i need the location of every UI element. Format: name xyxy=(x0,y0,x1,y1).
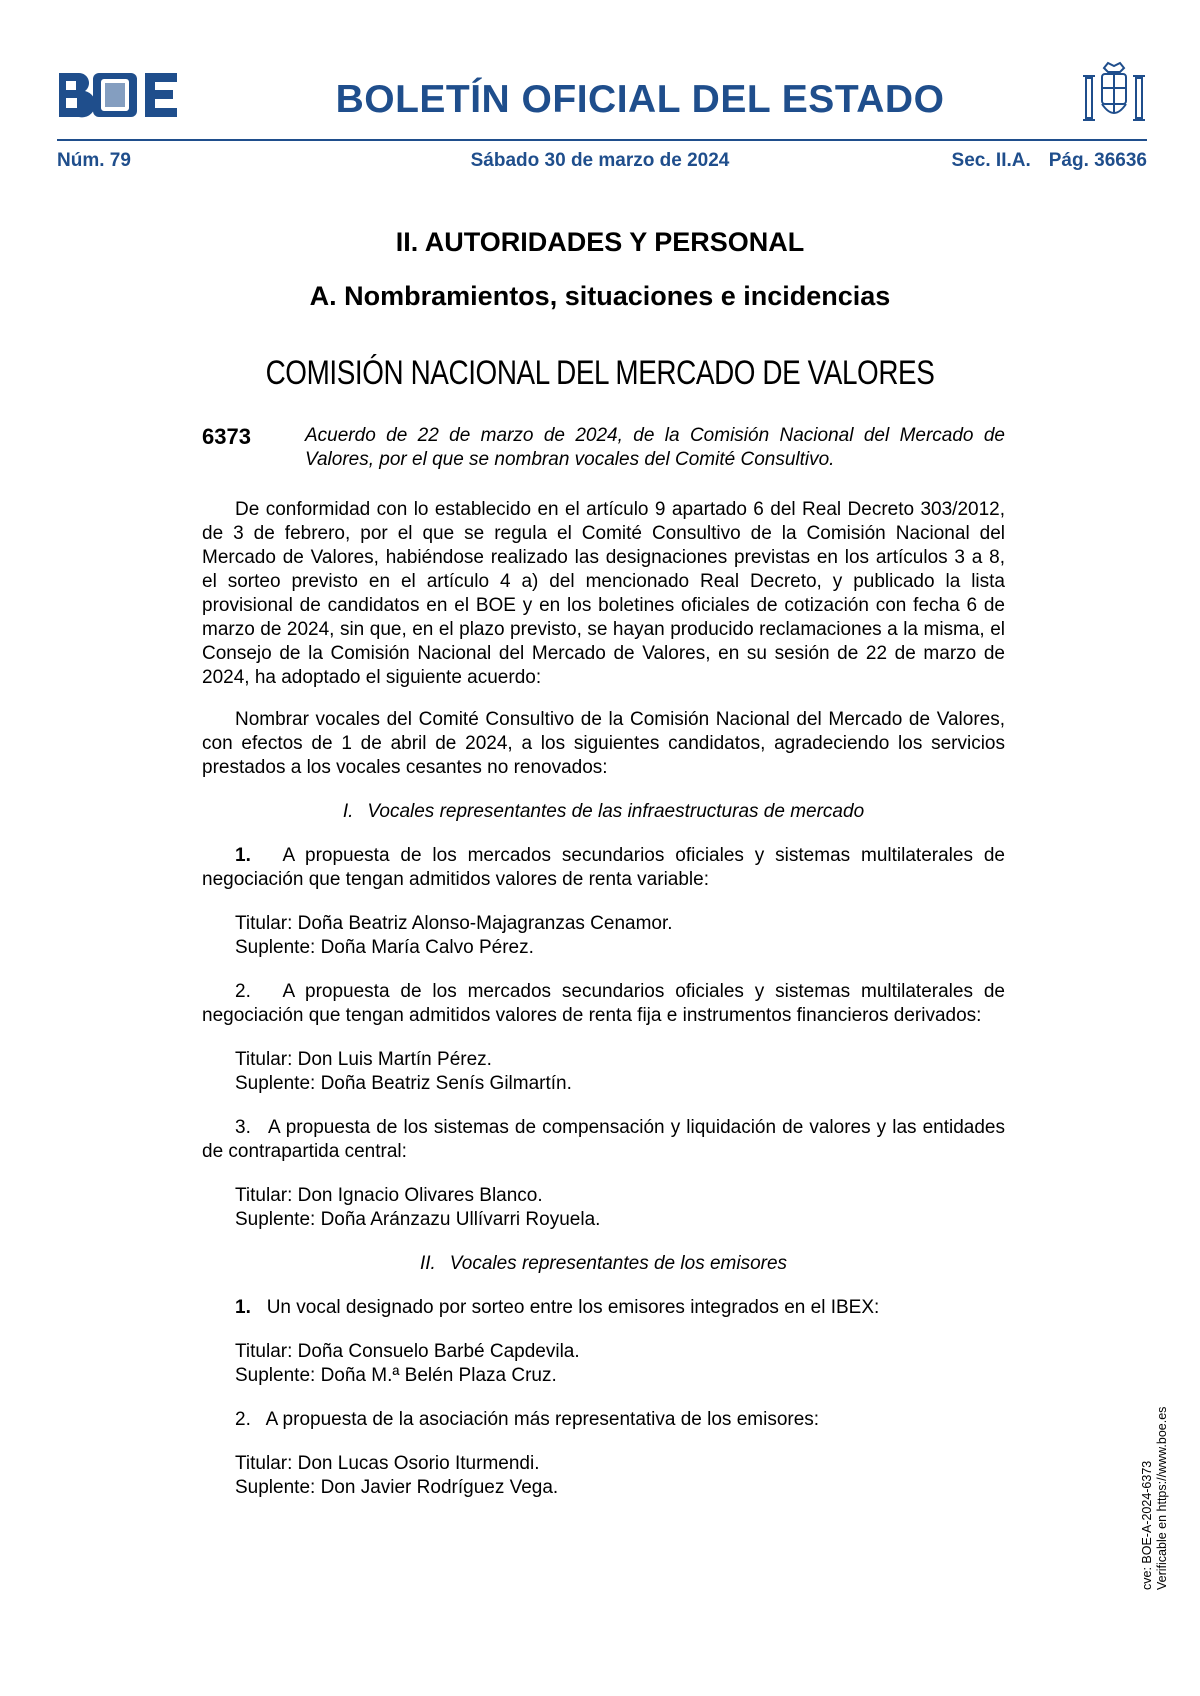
list-item: 2. A propuesta de la asociación más representativa de los emisores: xyxy=(235,1409,820,1430)
list-item: 1. A propuesta de los mercados secundarios oficiales y sistemas multilaterales de negociación que tengan admitidos valores de renta variable: xyxy=(202,845,1005,890)
suplente-line: Suplente: Doña M.ª Belén Plaza Cruz. xyxy=(235,1365,557,1386)
issue-number: Núm. 79 xyxy=(57,150,131,171)
suplente-line: Suplente: Doña Aránzazu Ullívarri Royuela. xyxy=(235,1209,601,1230)
subsection-title: A. Nombramientos, situaciones e incidencias xyxy=(309,281,891,311)
verification-sidebar xyxy=(1140,1380,1170,1590)
subheading: II. Vocales representantes de los emisores xyxy=(419,1253,788,1274)
titular-line: Titular: Don Ignacio Olivares Blanco. xyxy=(235,1185,543,1206)
organization-title: COMISIÓN NACIONAL DEL MERCADO DE VALORES xyxy=(265,354,935,392)
page-label: Pág. 36636 xyxy=(1048,150,1147,171)
disposition-number: 6373 xyxy=(202,424,251,449)
section-page xyxy=(952,150,1147,172)
suplente-line: Suplente: Don Javier Rodríguez Vega. xyxy=(235,1477,559,1498)
document-body xyxy=(202,498,1005,1500)
titular-line: Titular: Doña Consuelo Barbé Capdevila. xyxy=(235,1341,580,1362)
header-rule xyxy=(57,139,1147,141)
suplente-line: Suplente: Doña María Calvo Pérez. xyxy=(235,937,534,958)
paragraph: Nombrar vocales del Comité Consultivo de la Comisión Nacional del Mercado de Valores, con efectos de 1 de abril de 2024, a los siguientes candidatos, agradeciendo los servicios prestados a los vocales cesantes no renovados: xyxy=(202,709,1005,778)
paragraph: De conformidad con lo establecido en el artículo 9 apartado 6 del Real Decreto 303/2012, de 3 de febrero, por el que se regula el Comité Consultivo de la Comisión Nacional del Mercado de Valores, habiéndose realizado las designaciones previstas en los artículos 3 a 8, el sorteo previsto en el artículo 4 a) del mencionado Real Decreto, y publicado la lista provisional de candidatos en el BOE y en los boletines oficiales de cotización con fecha 6 de marzo de 2024, sin que, en el plazo previsto, se hayan producido reclamaciones a la misma, el Consejo de la Comisión Nacional del Mercado de Valores, en su sesión de 22 de marzo de 2024, ha adoptado el siguiente acuerdo: xyxy=(202,499,1005,688)
titular-line: Titular: Don Lucas Osorio Iturmendi. xyxy=(235,1453,540,1474)
gazette-title: BOLETÍN OFICIAL DEL ESTADO xyxy=(335,78,945,121)
section-label: Sec. II.A. xyxy=(951,150,1031,171)
issue-date: Sábado 30 de marzo de 2024 xyxy=(470,150,730,171)
list-item: 3. A propuesta de los sistemas de compensación y liquidación de valores y las entidades de contrapartida central: xyxy=(202,1117,1005,1162)
titular-line: Titular: Don Luis Martín Pérez. xyxy=(235,1049,492,1070)
cve-label: cve: BOE-A-2024-6373 xyxy=(1140,1460,1154,1590)
coat-of-arms-icon xyxy=(1080,60,1148,132)
suplente-line: Suplente: Doña Beatriz Senís Gilmartín. xyxy=(235,1073,572,1094)
verify-link[interactable]: Verificable en https://www.boe.es xyxy=(1155,1406,1169,1590)
list-item: 1. Un vocal designado por sorteo entre los emisores integrados en el IBEX: xyxy=(235,1297,880,1318)
titular-line: Titular: Doña Beatriz Alonso-Majagranzas Cenamor. xyxy=(235,913,673,934)
subheading: I. Vocales representantes de las infraestructuras de mercado xyxy=(342,801,865,822)
list-item: 2. A propuesta de los mercados secundarios oficiales y sistemas multilaterales de negociación que tengan admitidos valores de renta fija e instrumentos financieros derivados: xyxy=(202,981,1005,1026)
boe-logo xyxy=(57,70,179,120)
disposition-title: Acuerdo de 22 de marzo de 2024, de la Comisión Nacional del Mercado de Valores, por el que se nombran vocales del Comité Consultivo. xyxy=(305,425,1005,470)
section-title: II. AUTORIDADES Y PERSONAL xyxy=(395,227,805,257)
